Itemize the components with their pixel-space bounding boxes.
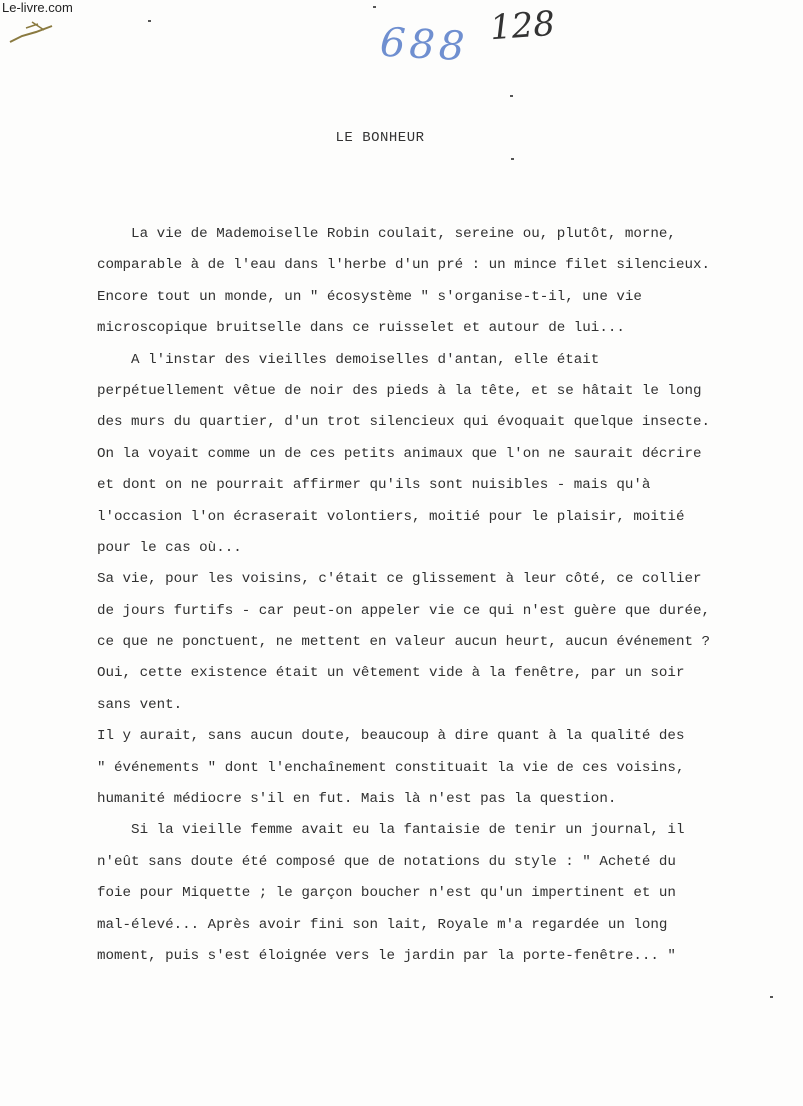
watermark: Le-livre.com: [2, 0, 73, 15]
text-line: n'eût sans doute été composé que de notations du style : " Acheté du: [97, 853, 676, 870]
page-title: LE BONHEUR: [335, 130, 425, 146]
text-line: perpétuellement vêtue de noir des pieds à la tête, et se hâtait le long: [97, 382, 702, 399]
text-line: mal-élevé... Après avoir fini son lait, Royale m'a regardée un long: [97, 916, 668, 933]
text-line: Il y aurait, sans aucun doute, beaucoup à dire quant à la qualité des: [97, 728, 685, 745]
handwritten-page-number: 128: [488, 3, 557, 49]
text-line: Si la vieille femme avait eu la fantaisie de tenir un journal, il: [97, 822, 685, 839]
text-line: foie pour Miquette ; le garçon boucher n'est qu'un impertinent et un: [97, 885, 676, 902]
text-line: A l'instar des vieilles demoiselles d'antan, elle était: [97, 351, 600, 368]
text-line: de jours furtifs - car peut-on appeler vie ce qui n'est guère que durée,: [97, 602, 710, 619]
text-line: ce que ne ponctuent, ne mettent en valeur aucun heurt, aucun événement ?: [97, 634, 710, 651]
speck-mark: [148, 20, 151, 22]
text-line: des murs du quartier, d'un trot silencieux qui évoquait quelque insecte.: [97, 414, 710, 431]
speck-mark: [510, 95, 513, 97]
speck-mark: [770, 996, 773, 998]
text-line: comparable à de l'eau dans l'herbe d'un pré : un mince filet silencieux.: [97, 257, 710, 274]
text-line: Encore tout un monde, un " écosystème " s'organise-t-il, une vie: [97, 288, 642, 305]
text-line: On la voyait comme un de ces petits animaux que l'on ne saurait décrire: [97, 445, 702, 462]
text-line: Sa vie, pour les voisins, c'était ce glissement à leur côté, ce collier: [97, 571, 702, 588]
text-line: Oui, cette existence était un vêtement vide à la fenêtre, par un soir: [97, 665, 685, 682]
speck-mark: [373, 6, 376, 8]
text-line: moment, puis s'est éloignée vers le jardin par la porte-fenêtre... ": [97, 947, 676, 964]
handwritten-reference: 688: [378, 19, 470, 71]
body-text: [97, 224, 710, 977]
text-line: sans vent.: [97, 696, 183, 713]
text-line: l'occasion l'on écraserait volontiers, moitié pour le plaisir, moitié: [97, 508, 685, 525]
text-line: pour le cas où...: [97, 539, 242, 556]
pen-scribble-mark: [8, 16, 58, 46]
text-line: et dont on ne pourrait affirmer qu'ils sont nuisibles - mais qu'à: [97, 477, 651, 494]
text-line: " événements " dont l'enchaînement constituait la vie de ces voisins,: [97, 759, 685, 776]
speck-mark: [511, 158, 514, 160]
text-line: microscopique bruitselle dans ce ruisselet et autour de lui...: [97, 320, 625, 337]
text-line: humanité médiocre s'il en fut. Mais là n'est pas la question.: [97, 791, 617, 808]
text-line: La vie de Mademoiselle Robin coulait, sereine ou, plutôt, morne,: [97, 226, 676, 242]
